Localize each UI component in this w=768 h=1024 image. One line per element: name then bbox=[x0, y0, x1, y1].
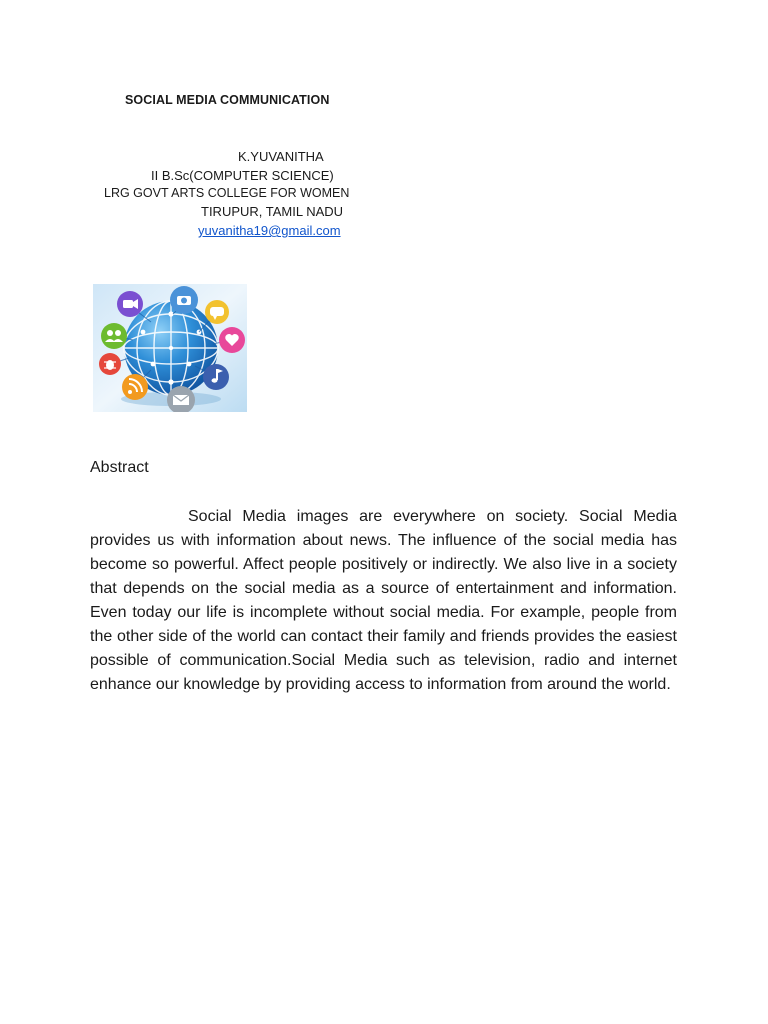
heart-icon bbox=[219, 327, 245, 353]
author-place: TIRUPUR, TAMIL NADU bbox=[201, 204, 344, 219]
author-degree: II B.Sc(COMPUTER SCIENCE) bbox=[151, 168, 334, 183]
music-note-icon bbox=[203, 364, 229, 390]
video-camera-icon bbox=[117, 291, 143, 317]
abstract-heading: Abstract bbox=[90, 459, 149, 476]
people-icon bbox=[101, 323, 127, 349]
author-name: K.YUVANITHA bbox=[238, 149, 324, 164]
bug-icon bbox=[99, 353, 121, 375]
paper-title: SOCIAL MEDIA COMMUNICATION bbox=[125, 93, 330, 107]
author-email-link[interactable]: yuvanitha19@gmail.com bbox=[198, 223, 341, 238]
chat-bubble-icon bbox=[205, 300, 229, 324]
camera-icon bbox=[170, 286, 198, 314]
social-media-illustration bbox=[93, 284, 247, 412]
author-college: LRG GOVT ARTS COLLEGE FOR WOMEN bbox=[104, 186, 350, 200]
rss-icon bbox=[122, 374, 148, 400]
abstract-body: Social Media images are everywhere on society. Social Media provides us with information about news. The influence of the social media has become so powerful. Affect people positively or indirectly. We also live in a society that depends on the social media as a source of entertainment and information. Even today our life is incomplete without social media. For example, people from the other side of the world can contact their family and friends provides the easiest possible of communication.Social Media such as television, radio and internet enhance our knowledge by providing access to information from around the world. bbox=[90, 508, 677, 693]
